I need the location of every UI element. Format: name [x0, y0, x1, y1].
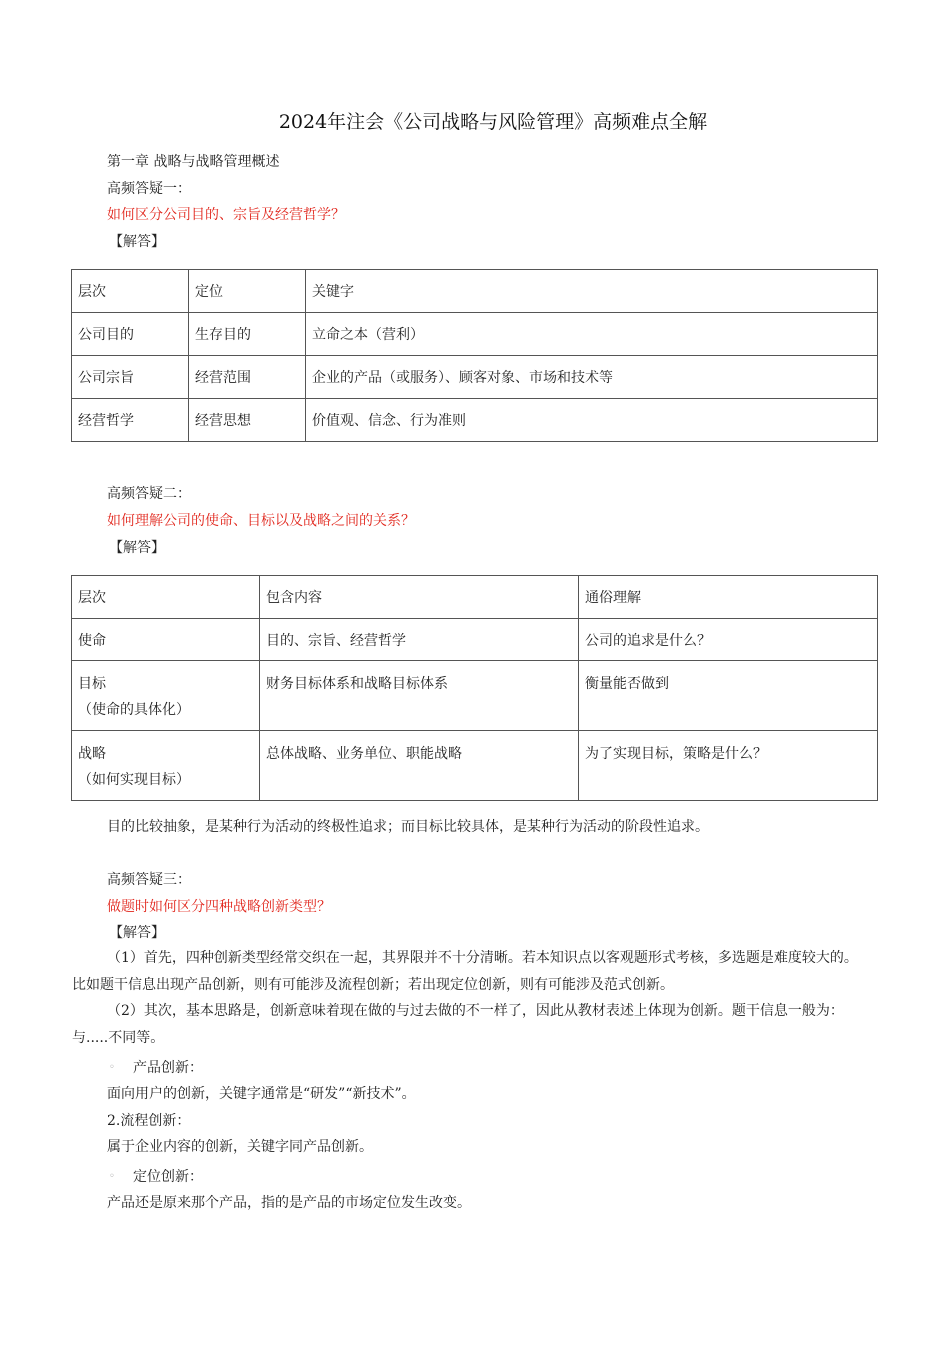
table-cell: [72, 661, 260, 731]
bullet-icon: ◦: [109, 1062, 115, 1073]
q1-table: [71, 269, 878, 442]
q1-label: 高频答疑一：: [107, 181, 191, 197]
item-description: 产品还是原来那个产品，指的是产品的市场定位发生改变。: [107, 1195, 471, 1211]
table-cell: [72, 619, 260, 661]
table-cell: 为了实现目标，策略是什么？: [579, 731, 878, 801]
table-cell: 经营思想: [189, 399, 306, 442]
item-title: 产品创新：: [133, 1060, 203, 1076]
q2-question: 如何理解公司的使命、目标以及战略之间的关系？: [107, 513, 415, 529]
cell-subline: （使命的具体化）: [78, 702, 190, 718]
item-title: 2.流程创新：: [107, 1113, 191, 1129]
list-item: [109, 1167, 203, 1187]
table-row: [72, 356, 878, 399]
q3-question: 做题时如何区分四种战略创新类型？: [107, 899, 331, 915]
table-cell: 价值观、信念、行为准则: [306, 399, 878, 442]
table-row: [72, 619, 878, 661]
table-cell: 生存目的: [189, 313, 306, 356]
q3-paragraph-2: （2）其次，基本思路是，创新意味着现在做的与过去做的不一样了，因此从教材表述上体现为创新。题干信息一般为：与.....不同等。: [72, 1003, 844, 1046]
header-cell: 包含内容: [260, 576, 579, 619]
table-cell: 立命之本（营利）: [306, 313, 878, 356]
header-cell: 层次: [72, 576, 260, 619]
table-header-row: [72, 270, 878, 313]
cell-line: 目标: [78, 676, 106, 692]
table-cell: 总体战略、业务单位、职能战略: [260, 731, 579, 801]
list-item: [109, 1058, 203, 1078]
table-row: [72, 399, 878, 442]
chapter-heading: 第一章 战略与战略管理概述: [107, 154, 280, 170]
q3-label: 高频答疑三：: [107, 872, 191, 888]
header-cell: 定位: [189, 270, 306, 313]
header-cell: 通俗理解: [579, 576, 878, 619]
table-cell: 衡量能否做到: [579, 661, 878, 731]
cell-subline: （如何实现目标）: [78, 772, 190, 788]
q1-question: 如何区分公司目的、宗旨及经营哲学？: [107, 207, 345, 223]
header-cell: 关键字: [306, 270, 878, 313]
table-row: [72, 313, 878, 356]
table-cell: 公司的追求是什么？: [579, 619, 878, 661]
item-description: 属于企业内容的创新，关键字同产品创新。: [107, 1139, 373, 1155]
document-title: 2024年注会《公司战略与风险管理》高频难点全解: [278, 111, 708, 133]
q3-paragraph-1: （1）首先，四种创新类型经常交织在一起，其界限并不十分清晰。若本知识点以客观题形式考核，多选题是难度较大的。比如题干信息出现产品创新，则有可能涉及流程创新；若出现定位创新，则有可能涉及范式创新。: [72, 950, 858, 993]
list-item: [107, 1111, 190, 1131]
q3-answer-label: 【解答】: [109, 925, 165, 941]
table-row: [72, 661, 878, 731]
q2-answer-label: 【解答】: [109, 540, 165, 556]
q2-label: 高频答疑二：: [107, 486, 191, 502]
table-cell: 经营哲学: [72, 399, 189, 442]
table-cell: 目的、宗旨、经营哲学: [260, 619, 579, 661]
table-cell: 公司目的: [72, 313, 189, 356]
q1-answer-label: 【解答】: [109, 234, 165, 250]
table-header-row: [72, 576, 878, 619]
table-row: [72, 731, 878, 801]
q2-table: [71, 575, 878, 801]
table-cell: 财务目标体系和战略目标体系: [260, 661, 579, 731]
item-title: 定位创新：: [133, 1169, 203, 1185]
bullet-icon: ◦: [109, 1171, 115, 1182]
cell-line: 战略: [78, 746, 106, 762]
item-description: 面向用户的创新，关键字通常是“研发”“新技术”。: [107, 1086, 416, 1102]
table-cell: 经营范围: [189, 356, 306, 399]
table-cell: 公司宗旨: [72, 356, 189, 399]
q2-note: 目的比较抽象，是某种行为活动的终极性追求；而目标比较具体，是某种行为活动的阶段性追求。: [107, 819, 709, 835]
table-cell: 企业的产品（或服务）、顾客对象、市场和技术等: [306, 356, 878, 399]
header-cell: 层次: [72, 270, 189, 313]
cell-line: 使命: [78, 632, 106, 649]
table-cell: [72, 731, 260, 801]
